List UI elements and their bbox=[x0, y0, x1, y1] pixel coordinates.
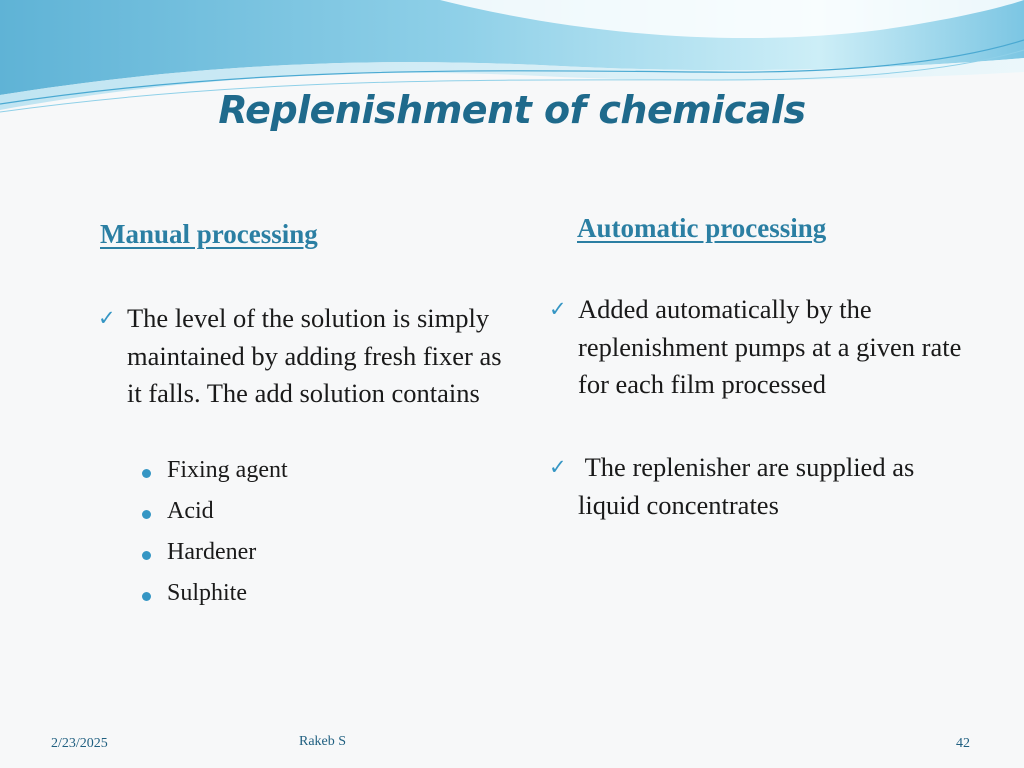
check-icon: ✓ bbox=[549, 455, 567, 479]
footer-date: 2/23/2025 bbox=[51, 736, 108, 751]
automatic-processing-heading: Automatic processing bbox=[577, 213, 827, 243]
manual-subitem: Sulphite bbox=[167, 580, 248, 606]
page-number: 42 bbox=[956, 736, 970, 751]
dot-bullet-icon bbox=[142, 510, 151, 519]
check-icon: ✓ bbox=[98, 306, 116, 330]
footer-author: Rakeb S bbox=[299, 734, 347, 749]
dot-bullet-icon bbox=[142, 592, 151, 601]
manual-subitem: Acid bbox=[167, 498, 214, 524]
manual-bullet-text: The level of the solution is simply maintained by adding fresh fixer as it falls. The add solution contains bbox=[127, 303, 502, 408]
dot-bullet-icon bbox=[142, 551, 151, 560]
check-icon: ✓ bbox=[549, 297, 567, 321]
manual-subitem: Hardener bbox=[167, 539, 257, 565]
manual-subitem: Fixing agent bbox=[167, 457, 288, 483]
manual-processing-heading: Manual processing bbox=[100, 219, 318, 249]
dot-bullet-icon bbox=[142, 469, 151, 478]
slide-title: Replenishment of chemicals bbox=[218, 88, 806, 132]
automatic-bullet-text: Added automatically by the replenishment pumps at a given rate for each film processed bbox=[578, 294, 962, 399]
automatic-bullet-text: The replenisher are supplied as liquid concentrates bbox=[578, 452, 921, 520]
